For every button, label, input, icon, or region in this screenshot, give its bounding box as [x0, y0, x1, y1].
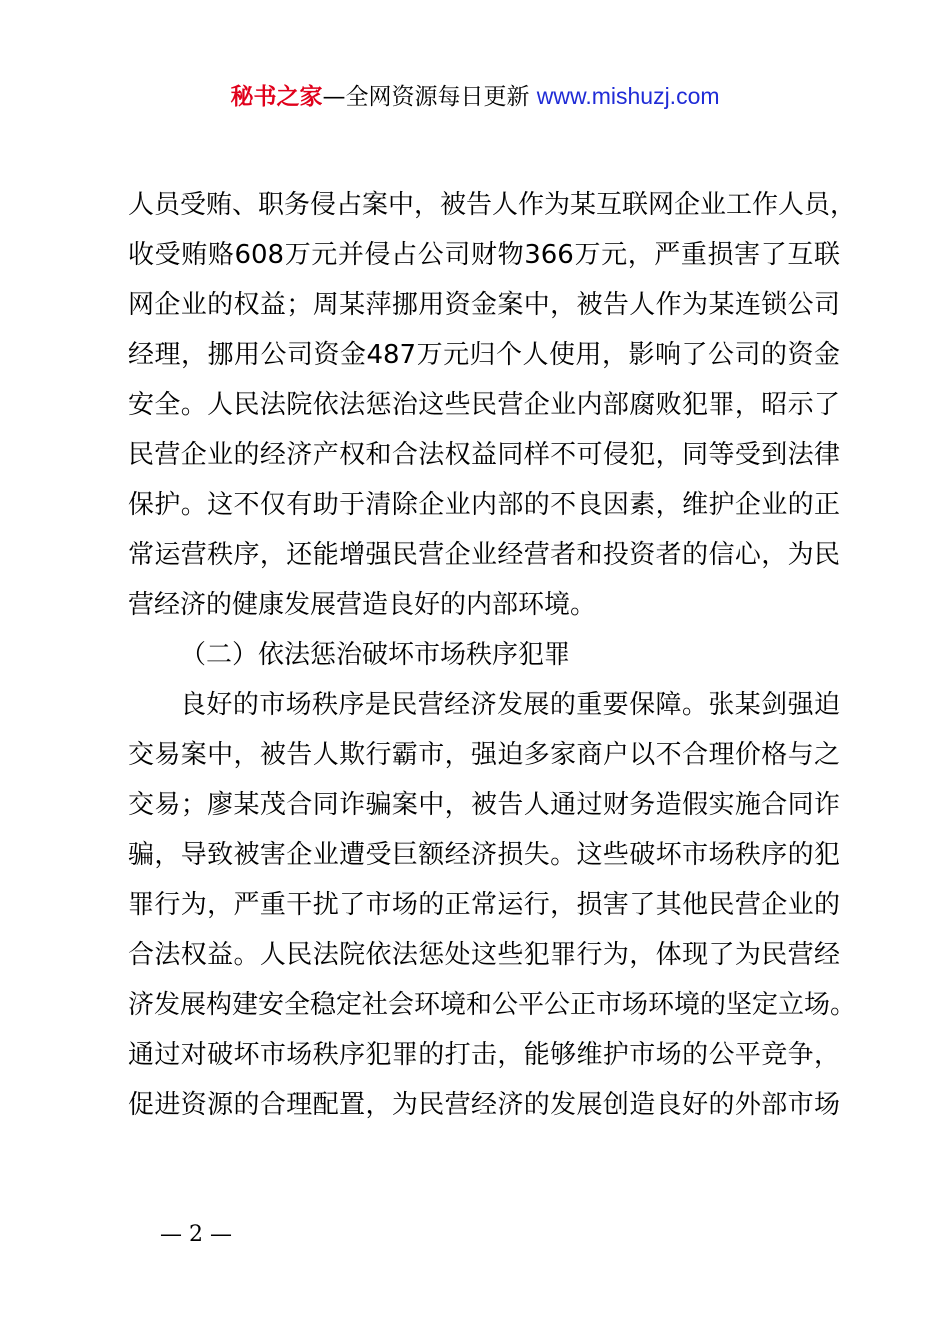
text-line: 常运营秩序，还能增强民营企业经营者和投资者的信心，为民	[128, 540, 840, 570]
text-line: 人员受贿、职务侵占案中，被告人作为某互联网企业工作人员，	[128, 190, 857, 220]
site-header	[0, 80, 950, 113]
page-number: — 2 —	[160, 1222, 232, 1247]
text-line: 通过对破坏市场秩序犯罪的打击，能够维护市场的公平竞争，	[128, 1040, 840, 1070]
text-line: 合法权益。人民法院依法惩处这些犯罪行为，体现了为民营经	[128, 940, 840, 970]
brand-name: 秘书之家	[230, 84, 323, 110]
section-heading: （二）依法惩治破坏市场秩序犯罪	[180, 640, 571, 670]
text-line: 交易案中，被告人欺行霸市，强迫多家商户以不合理价格与之	[128, 740, 840, 770]
document-body	[128, 180, 857, 1130]
text-line: 经理，挪用公司资金487万元归个人使用，影响了公司的资金	[128, 340, 840, 370]
text-line: 交易；廖某茂合同诈骗案中，被告人通过财务造假实施合同诈	[128, 790, 840, 820]
text-line: 保护。这不仅有助于清除企业内部的不良因素，维护企业的正	[128, 490, 840, 520]
text-line: 促进资源的合理配置，为民营经济的发展创造良好的外部市场	[128, 1090, 840, 1120]
site-url-link[interactable]: www.mishuzj.com	[536, 83, 720, 109]
text-line: 良好的市场秩序是民营经济发展的重要保障。张某剑强迫	[180, 690, 840, 720]
text-line: 济发展构建安全稳定社会环境和公平公正市场环境的坚定立场。	[128, 990, 857, 1020]
text-line: 网企业的权益；周某萍挪用资金案中，被告人作为某连锁公司	[128, 290, 840, 320]
text-line: 收受贿赂608万元并侵占公司财物366万元，严重损害了互联	[128, 240, 840, 270]
text-line: 罪行为，严重干扰了市场的正常运行，损害了其他民营企业的	[128, 890, 840, 920]
text-line: 营经济的健康发展营造良好的内部环境。	[128, 590, 597, 620]
header-tagline: —全网资源每日更新	[322, 84, 530, 110]
text-line: 安全。人民法院依法惩治这些民营企业内部腐败犯罪，昭示了	[128, 390, 840, 420]
paragraph	[128, 680, 857, 1130]
text-line: 骗，导致被害企业遭受巨额经济损失。这些破坏市场秩序的犯	[128, 840, 840, 870]
section-heading-wrap	[128, 630, 840, 680]
paragraph	[128, 180, 857, 630]
text-line: 民营企业的经济产权和合法权益同样不可侵犯，同等受到法律	[128, 440, 840, 470]
